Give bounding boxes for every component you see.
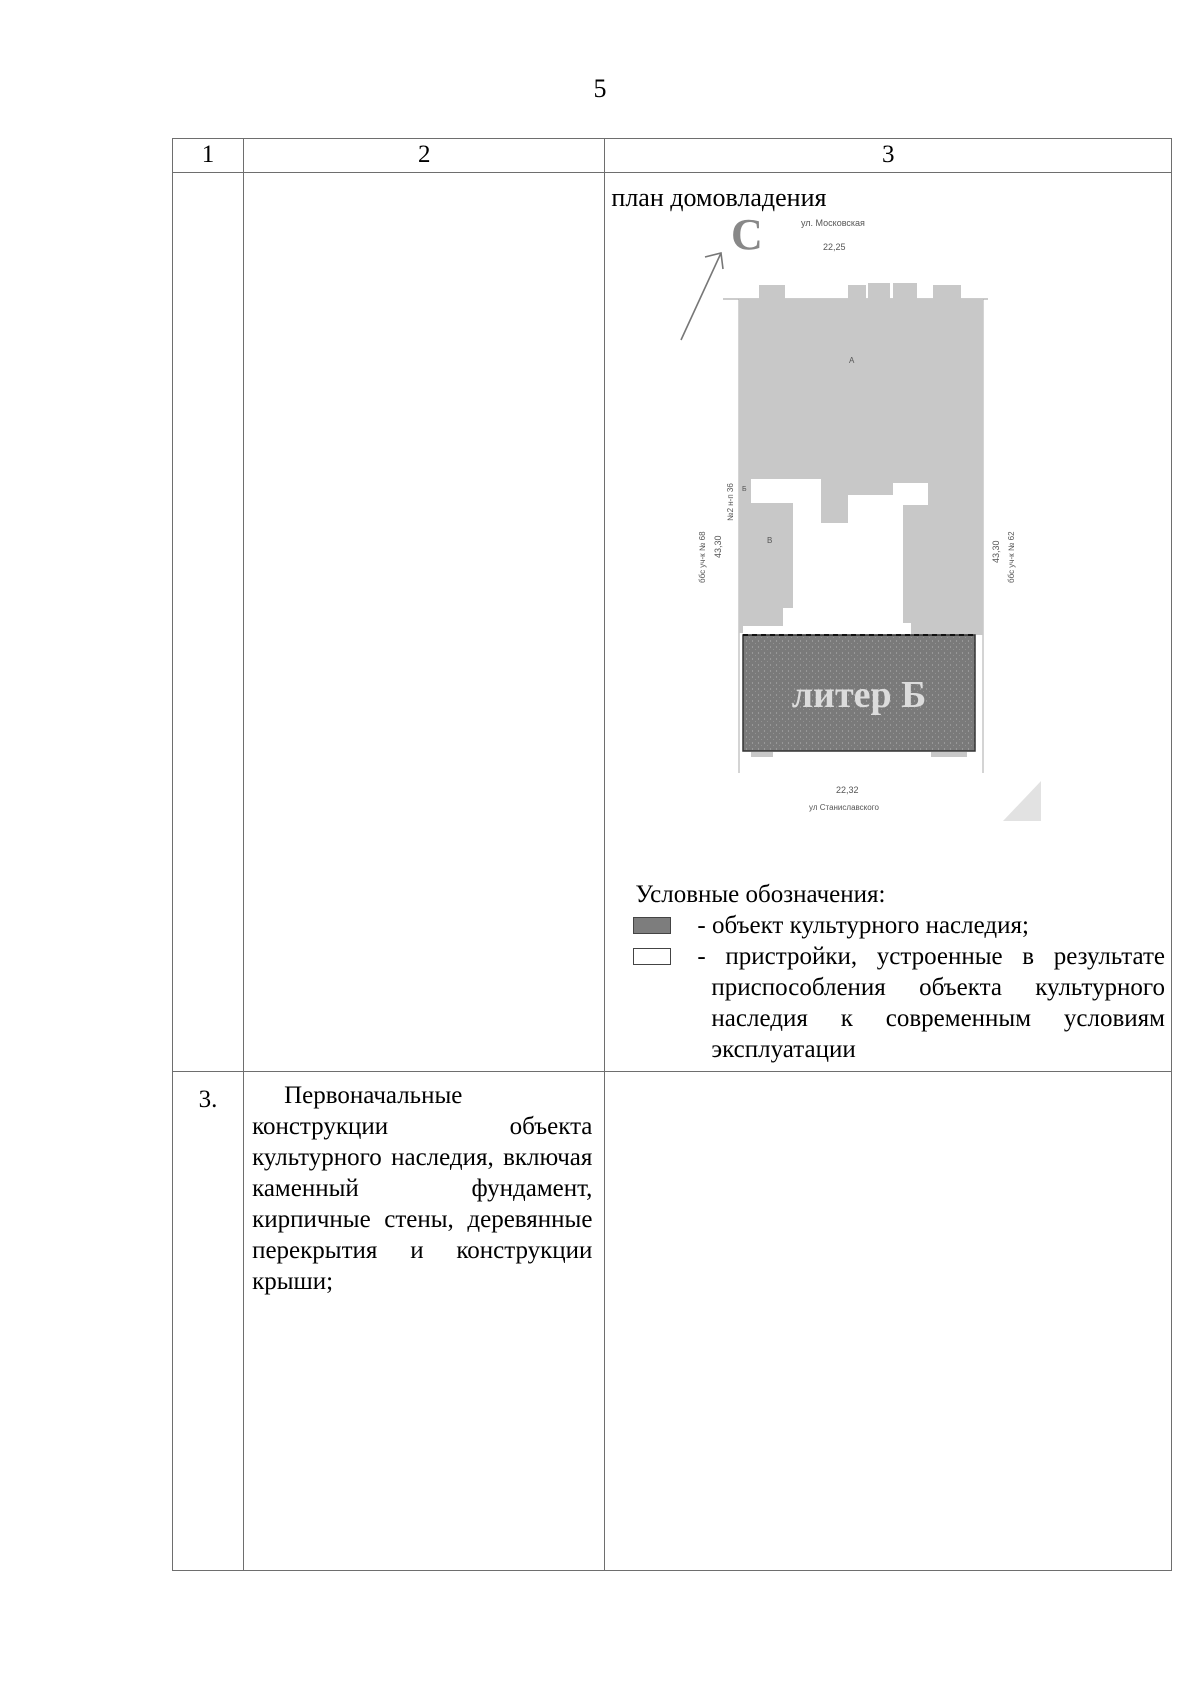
plan-row-col-1 <box>173 173 244 1072</box>
legend-text-annex-wrap <box>697 941 1165 1065</box>
label-mid: №2 н-п 36 <box>726 483 736 521</box>
site-plan-drawing <box>643 213 1063 873</box>
plan-row-col-2 <box>244 173 605 1072</box>
plan-row-col-3 <box>605 173 1172 1072</box>
label-b: Б <box>742 486 748 493</box>
dim-top: 22,25 <box>823 242 846 252</box>
heritage-label: литер Б <box>792 674 927 716</box>
street-top-label: ул. Московская <box>801 218 866 228</box>
legend-title: Условные обозначения: <box>635 881 886 908</box>
legend-text-annex: - пристройки, устроенные в результате приспособления объекта культурного наследия к современным условиям эксплуатации <box>697 943 1165 1063</box>
building-right <box>903 495 983 635</box>
plan-title: план домовладения <box>611 183 827 212</box>
north-arrow-icon <box>681 253 721 340</box>
neighbor-left: ббс уч-к № 68 <box>698 531 708 583</box>
legend-text-heritage: - объект культурного наследия; <box>697 912 1029 939</box>
row-3-col-3 <box>605 1072 1172 1571</box>
row-3-description <box>244 1072 605 1571</box>
dim-left: 43,30 <box>713 535 724 558</box>
table-header-row <box>173 139 1172 173</box>
legend-item-annex <box>615 941 1165 1065</box>
label-v: В <box>767 536 773 545</box>
street-bottom-label: ул Станиславского <box>809 803 880 812</box>
neighbor-right: ббс уч-к № 62 <box>1007 531 1017 583</box>
legend-swatch-filled <box>633 917 671 934</box>
legend-swatch-empty <box>633 948 671 965</box>
dim-right: 43,30 <box>991 540 1002 563</box>
row-3-number: 3. <box>173 1072 244 1571</box>
legend <box>615 879 1165 1065</box>
header-col-1: 1 <box>173 139 244 173</box>
table-row-3 <box>173 1072 1172 1571</box>
header-col-2: 2 <box>244 139 605 173</box>
building-v <box>739 479 793 633</box>
heritage-table <box>172 138 1172 1571</box>
row-3-desc-first: Первоначальные <box>284 1082 463 1109</box>
header-col-3: 3 <box>605 139 1172 173</box>
legend-item-heritage <box>615 910 1165 941</box>
building-a <box>739 299 983 523</box>
row-3-desc-rest: конструкции объекта культурного наследия, включая каменный фундамент, кирпичные стены, деревянные перекрытия и конструкции крыши; <box>252 1113 593 1295</box>
table-row-plan <box>173 173 1172 1072</box>
dim-bottom: 22,32 <box>836 785 859 795</box>
label-a: А <box>849 356 855 365</box>
north-letter: С <box>731 213 764 259</box>
page-number: 5 <box>593 74 607 103</box>
